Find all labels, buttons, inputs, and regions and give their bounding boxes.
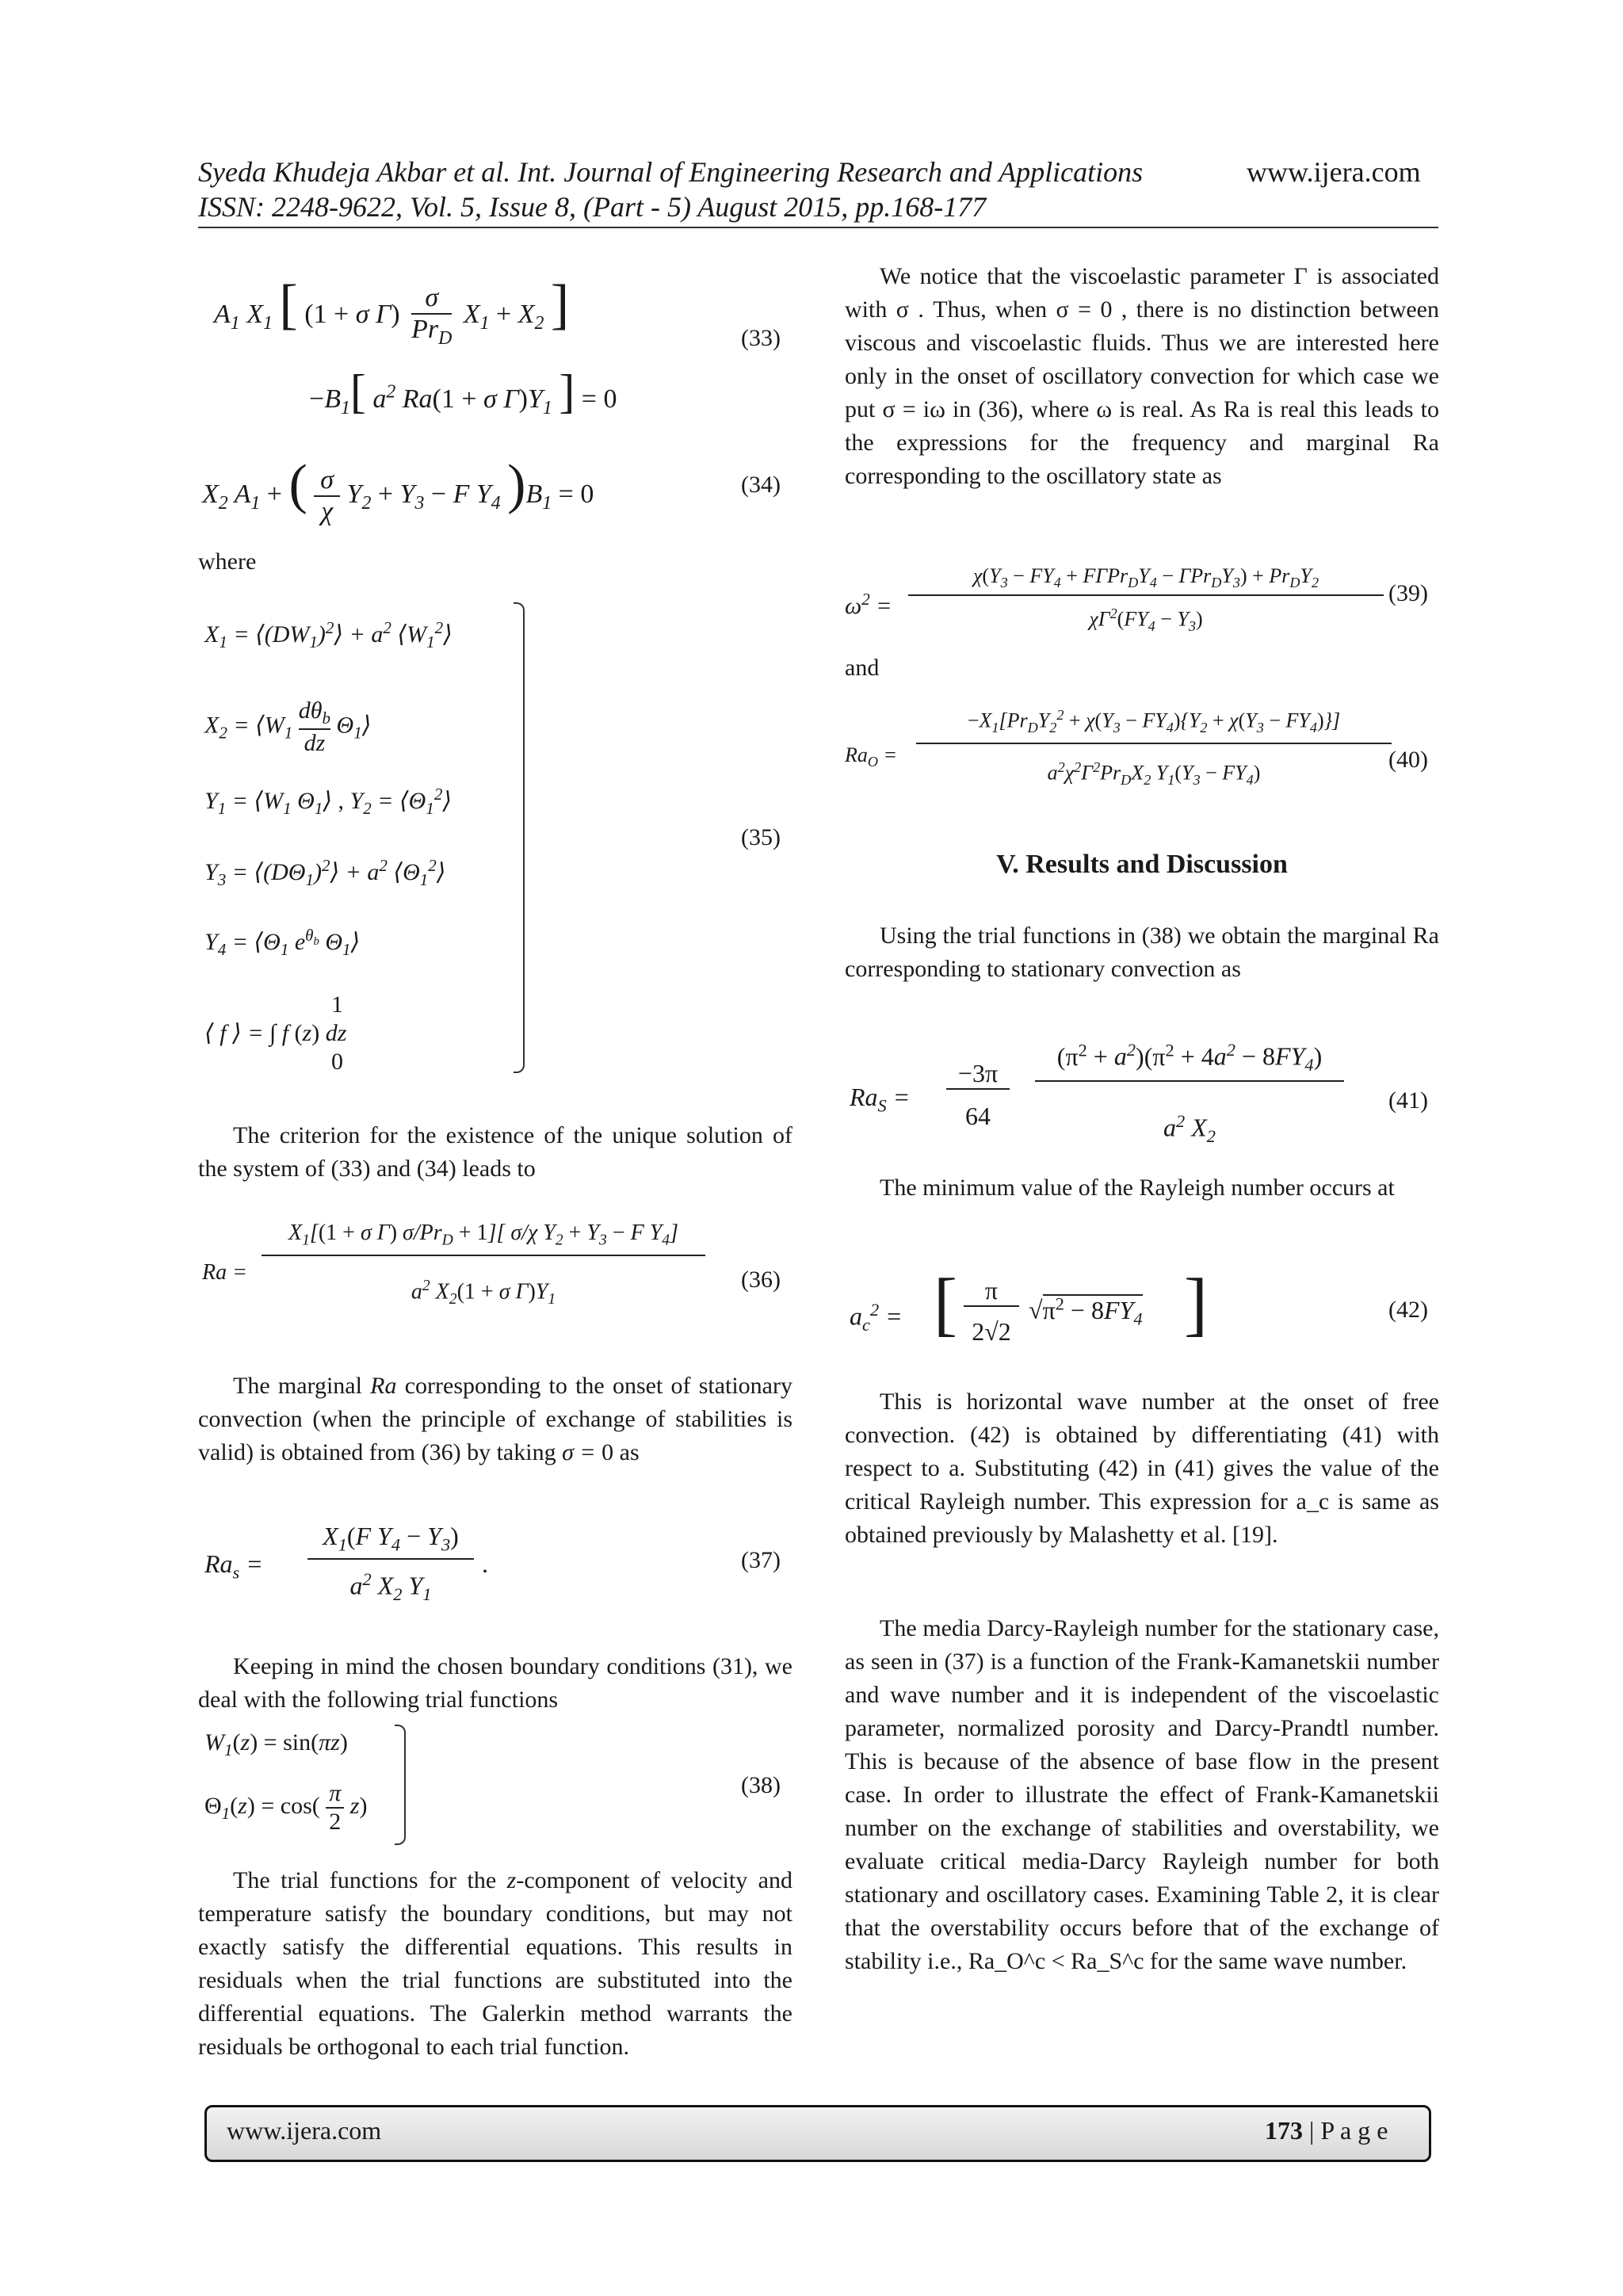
equation-35-y3: $Y_3$ = $⟨(D\Theta_1)^2⟩ + a^2$ $⟨\Theta_1^2⟩$ bbox=[204, 856, 446, 889]
footer-site[interactable]: www.ijera.com bbox=[227, 2116, 382, 2145]
section-heading: V. Results and Discussion bbox=[996, 850, 1288, 879]
para2-mid: corresponding to the onset of stationary convection (when the principle of exchange of stabilities is valid) is obtained from (36) by taking bbox=[198, 1373, 792, 1465]
equation-34-number: (34) bbox=[741, 472, 781, 498]
equation-36-number: (36) bbox=[741, 1266, 781, 1293]
equation-33-line1: $A_1$ $X_1$ [ (1 + σ Γ) σ $Pr_D$ $X_1 + X_2$ ] bbox=[214, 274, 570, 350]
equation-35-number: (35) bbox=[741, 824, 781, 850]
right-paragraph-viscoelastic: We notice that the viscoelastic parameter Γ is associated with σ . Thus, when σ = 0 , there is no distinction between viscous and viscoelastic fluids. Thus we are interested here only in the onset of oscillatory convection for which case we put σ = iω in (36), where ω is real. As Ra is real this leads to the expressions for the frequency and marginal Ra corresponding to the oscillatory state as bbox=[845, 263, 1439, 489]
equation-39-number: (39) bbox=[1388, 580, 1428, 606]
journal-site[interactable]: www.ijera.com bbox=[1247, 156, 1421, 188]
equation-35-average: 1 ⟨ f ⟩ = ∫ f (z) dz 0 bbox=[204, 991, 347, 1075]
equation-41-number: (41) bbox=[1388, 1087, 1428, 1114]
left-paragraph-criterion: The criterion for the existence of the unique solution of the system of (33) and (34) leads to bbox=[198, 1122, 792, 1182]
footer-page bbox=[1265, 2116, 1388, 2145]
equation-35-x1: $X_1$ = $⟨(DW_1)^2⟩ + a^2$ $⟨W_1^2⟩$ bbox=[204, 618, 453, 651]
equation-34: $X_2$ $A_1$ + ( $\frac{\sigma}{\chi}$ $Y_2 + Y_3 - F$ $Y_4$ )$B_1 = 0$ bbox=[202, 454, 594, 527]
left-paragraph-galerkin: The trial functions for the z-component of velocity and temperature satisfy the boundary conditions, but may not exactly satisfy the differential equations. This results in residuals when the trial functions are substituted into the differential equations. The Galerkin method warrants the residuals be orthogonal to each trial function. bbox=[198, 1867, 793, 2060]
equation-38-brace bbox=[395, 1725, 406, 1845]
page-label: | P a g e bbox=[1303, 2116, 1388, 2145]
equation-33-number: (33) bbox=[741, 325, 781, 351]
equation-42-number: (42) bbox=[1388, 1297, 1428, 1323]
footer-bar bbox=[204, 2105, 1431, 2162]
equation-37-number: (37) bbox=[741, 1547, 781, 1573]
left-paragraph-trial: Keeping in mind the chosen boundary conditions (31), we deal with the following trial functions bbox=[198, 1653, 792, 1713]
right-paragraph-stationary: Using the trial functions in (38) we obtain the marginal Ra corresponding to stationary convection as bbox=[845, 923, 1439, 982]
equation-33-line2: $-B_1$[ $a^2$ Ra(1 + σ $\Gamma)Y_1$ ] = 0 bbox=[309, 365, 617, 418]
equation-35-x2: $X_2$ = $⟨W_1$ $d\theta_b$ dz $\Theta_1⟩$ bbox=[204, 697, 372, 756]
equation-35-brace bbox=[514, 602, 525, 1073]
equation-38-theta1: $\Theta_1(z) = \cos$( $\frac{\pi}{2}$ z) bbox=[204, 1780, 368, 1835]
equation-40-number: (40) bbox=[1388, 747, 1428, 773]
right-paragraph-wave-number: This is horizontal wave number at the onset of free convection. (42) is obtained by differentiating (41) with respect to a. Substituting (42) in (41) gives the value of the critical Rayleigh number. This expression for a_c is same as obtained previously by Malashetty et al. [19]. bbox=[845, 1389, 1439, 1548]
left-paragraph-marginal: The marginal Ra corresponding to the onset of stationary convection (when the principle of exchange of stabilities is valid) is obtained from (36) by taking σ = 0 as bbox=[198, 1373, 792, 1465]
and-label: and bbox=[845, 655, 880, 681]
para2-end: as bbox=[619, 1439, 640, 1465]
equation-38-w1: $W_1(z) = \sin(\pi z)$ bbox=[204, 1729, 348, 1759]
journal-title: Syeda Khudeja Akbar et al. Int. Journal of Engineering Research and Applications bbox=[198, 156, 1144, 188]
equation-35-y1-y2: $Y_1$ = $⟨W_1$ $\Theta_1⟩$ , $Y_2$ = $⟨\Theta_1^2⟩$ bbox=[204, 785, 453, 818]
issn-line: ISSN: 2248-9622, Vol. 5, Issue 8, (Part - 5) August 2015, pp.168-177 bbox=[198, 191, 987, 223]
para2-start: The marginal bbox=[233, 1373, 362, 1399]
right-paragraph-minimum: The minimum value of the Rayleigh number occurs at bbox=[880, 1175, 1395, 1201]
where-label: where bbox=[198, 548, 257, 575]
header-rule bbox=[198, 227, 1438, 228]
page-number: 173 bbox=[1265, 2116, 1303, 2145]
equation-38-number: (38) bbox=[741, 1772, 781, 1798]
equation-35-y4: $Y_4$ = $⟨\Theta_1$ $e^{\theta_b}$ $\Theta_1⟩$ bbox=[204, 926, 361, 959]
right-paragraph-darcy: The media Darcy-Rayleigh number for the stationary case, as seen in (37) is a function of the Frank-Kamanetskii number and wave number and it is independent of the viscoelastic parameter, normalized porosity and Darcy-Prandtl number. This is because of the absence of base flow in the present case. In order to illustrate the effect of Frank-Kamanetskii number on the exchange of stabilities and overstability, we evaluate critical media-Darcy Rayleigh number for both stationary and oscillatory cases. Examining Table 2, it is clear that the overstability occurs before that of the exchange of stability i.e., Ra_O^c < Ra_S^c for the same wave number. bbox=[845, 1615, 1439, 1974]
